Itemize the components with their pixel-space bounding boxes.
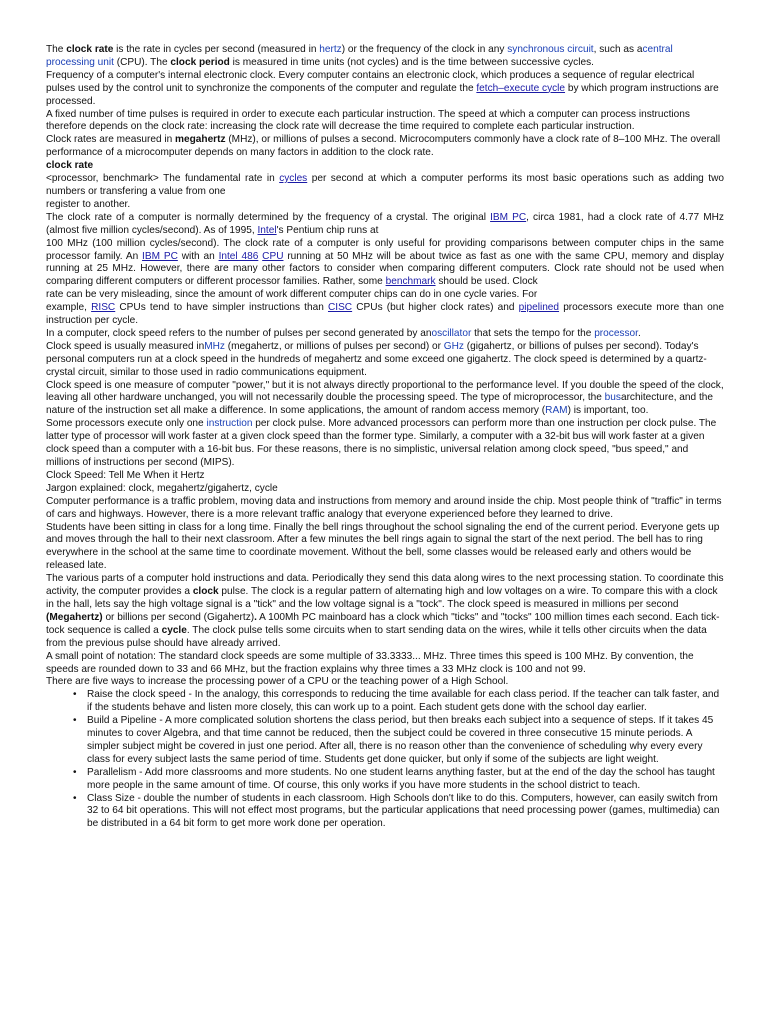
text: should be used. Clock — [435, 276, 538, 288]
bullet-icon: • — [73, 689, 77, 701]
text: . — [637, 327, 641, 339]
paragraph — [46, 238, 724, 290]
bold-term: megahertz — [175, 134, 226, 146]
paragraph — [46, 380, 724, 419]
text: processors execute more than one instruction per cycle. — [46, 302, 724, 327]
text: by which program instructions are processed. — [46, 82, 719, 107]
text: is measured in time units (not cycles) and is the time between successive cycles. — [229, 56, 594, 68]
text: that sets the tempo for the — [471, 327, 595, 339]
link-benchmark[interactable]: benchmark — [385, 276, 436, 288]
text: The various parts of a computer hold instructions and data. Periodically they send this data along wires to the next processing station. To coordinate this activity, the computer provides a — [46, 573, 724, 598]
article-subtitle: Jargon explained: clock, megahertz/gigahertz, cycle — [46, 482, 278, 494]
paragraph: Students have been sitting in class for a long time. Finally the bell rings throughout the school signaling the end of the current period. Everyone gets up and moves through the hall to their next classroom. After a few minutes the bell rings again to signal the start of the next period. The bell has to ring everywhere in the school at the same time to coordinate movement. Without the bell, some classes would be released early and others would be released late. — [46, 521, 720, 572]
bold-term: clock period — [170, 56, 230, 68]
link-ram[interactable]: RAM — [545, 405, 568, 417]
paragraph: rate can be very misleading, since the amount of work different computer chips can do in one cycle varies. For — [46, 289, 538, 301]
text: (MHz), or millions of pulses a second. Microcomputers commonly have a clock rate of 8–100 MHz. The overall performance of a microcomputer depends on many factors in addition to the clock rate. — [46, 134, 721, 159]
paragraph — [46, 573, 724, 650]
list-item-text: Parallelism - Add more classrooms and more students. No one student learns anything faster, but at the end of the day the school has taught more people in the same amount of time. Of course, this only works if you have more students in the school district to teach. — [87, 766, 715, 791]
paragraph — [46, 418, 724, 470]
list-item — [73, 766, 724, 793]
text: (CPU). The — [113, 56, 171, 68]
link-cisc[interactable]: CISC — [327, 302, 353, 314]
paragraph — [46, 173, 724, 199]
text: 100 MHz (100 million cycles/second). The clock rate of a computer is only useful for providing comparisons between computer chips in the same processor family. An — [46, 237, 724, 262]
link-intel[interactable]: Intel — [257, 224, 277, 236]
paragraph — [46, 212, 724, 238]
text: is the rate in cycles per second (measured in — [113, 44, 320, 55]
text: running at 50 MHz will be about twice as fast as one with the same CPU, memory and display running at 25 MHz. However, there are many other factors to consider when comparing different computers. Clock rate should not be used when comparing different computers or different processor families. Rather, some — [46, 250, 724, 288]
text: , such as a — [593, 44, 643, 55]
link-processor[interactable]: processor — [594, 327, 638, 339]
paragraph — [46, 341, 724, 380]
link-cycles[interactable]: cycles — [279, 173, 308, 185]
bullet-icon: • — [73, 792, 77, 804]
text: Clock speed is one measure of computer "power," but it is not always directly proportional to the performance level. If you double the speed of the clock, leaving all other hardware unchanged, you will not necessarily double the processing speed. The type of microprocessor, the — [46, 379, 724, 404]
list-item — [73, 689, 724, 715]
link-mhz[interactable]: MHz — [204, 340, 225, 352]
bullet-list — [46, 689, 724, 831]
bullet-icon: • — [73, 715, 77, 727]
article-title: Clock Speed: Tell Me When it Hertz — [46, 469, 205, 481]
link-bus[interactable]: bus — [604, 392, 621, 404]
text: Some processors execute only one — [46, 418, 207, 430]
text: . The clock pulse tells some circuits when to start sending data on the wires, while it tells other circuits when the data from the previous pulse should have already arrived. — [46, 624, 707, 649]
list-item — [73, 715, 724, 767]
text: , circa 1981, had a clock rate of 4.77 MHz (almost five million cycles/second). As of 1995, — [46, 211, 724, 236]
text: ) or the frequency of the clock in any — [341, 44, 508, 55]
list-item-text: Build a Pipeline - A more complicated solution shortens the class period, but then breaks each subject into a sequence of steps. If it takes 45 minutes to cover Algebra, and that time cannot be reduced, then the subject could be covered in three consecutive 15 minute periods. A simpler subject might be covered in just one period. After all, there is no reason other than the convenience of scheduling why every every class for every subject lasts the same period of time. Students get done quicker, but only if some of the subjects are light weight. — [87, 715, 714, 765]
paragraph — [46, 44, 724, 70]
list-item — [73, 792, 724, 832]
text: 's Pentium chip runs at — [276, 224, 379, 236]
paragraph: There are five ways to increase the processing power of a CPU or the teaching power of a High School. — [46, 676, 509, 688]
text: CPUs tend to have simpler instructions than — [115, 302, 328, 314]
list-item-text: Raise the clock speed - In the analogy, this corresponds to reducing the time available for each class period. If the teacher can talk faster, and if the students behave and listen more closely, this can work up to a point. Each student gets done with the school day earlier. — [87, 689, 720, 714]
paragraph — [46, 134, 724, 160]
text: ) is important, too. — [567, 405, 649, 417]
text: <processor, benchmark> The fundamental rate in — [46, 173, 280, 185]
text: Clock rates are measured in — [46, 134, 176, 146]
text: In a computer, clock speed refers to the number of pulses per second generated by an — [46, 327, 432, 339]
bold-term: clock — [192, 586, 219, 598]
text: Clock speed is usually measured in — [46, 340, 205, 352]
document-body — [46, 44, 724, 831]
bold-term: clock rate — [66, 44, 114, 55]
bold-term: cycle — [161, 624, 187, 636]
text: The — [46, 44, 67, 55]
text: architecture, and the nature of the instruction set all make a difference. In some applications, the amount of random access memory ( — [46, 392, 713, 417]
text: CPUs (but higher clock rates) and — [352, 302, 519, 314]
paragraph — [46, 70, 724, 109]
link-ibm-pc[interactable]: IBM PC — [142, 250, 178, 262]
bold-term: . — [254, 611, 257, 623]
link-risc[interactable]: RISC — [91, 302, 116, 314]
text: per clock pulse. More advanced processors can perform more than one instruction per clock pulse. The latter type of processor will work faster at a given clock speed than the former type. Similarly, a computer with a 32-bit bus will work faster at a given clock speed than a computer with a 16-bit bus. For these reasons, there is no simplistic, universal relation among clock speed, "bus speed," and millions of instructions per second (MIPS). — [46, 418, 717, 468]
link-hertz[interactable]: hertz — [319, 44, 342, 55]
text: or billions per second (Gigahertz) — [102, 611, 255, 623]
link-central-processing-unit[interactable]: central processing unit — [46, 44, 673, 68]
text: (gigahertz, or billions of pulses per second). Today's personal computers run at a clock speed in the hundreds of megahertz and some exceed one gigahertz. The clock speed is determined by a quartz-crystal circuit, similar to those used in radio communications equipment. — [46, 340, 707, 378]
bold-term: (Megahertz) — [46, 611, 103, 623]
paragraph — [46, 328, 724, 341]
paragraph: register to another. — [46, 198, 131, 210]
link-cpu[interactable]: CPU — [262, 250, 284, 262]
paragraph: A fixed number of time pulses is required in order to execute each particular instruction. The speed at which a computer can process instructions therefore depends on the clock rate: increasing the clock rate will decrease the time required to complete each particular instruction. — [46, 108, 690, 133]
link-ghz[interactable]: GHz — [443, 340, 464, 352]
text: pulse. The clock is a regular pattern of alternating high and low voltages on a wire. To compare this with a clock in the hall, lets say the high voltage signal is a "tick" and the low voltage signal is a "tock". The clock speed is measured in millions per second — [46, 586, 718, 610]
text: per second at which a computer performs its most basic operations such as adding two numbers or transfering a value from one — [46, 173, 724, 197]
link-synchronous-circuit[interactable]: synchronous circuit — [507, 44, 594, 55]
link-instruction[interactable]: instruction — [206, 418, 253, 430]
section-heading — [46, 160, 724, 173]
text: (megahertz, or millions of pulses per second) or — [224, 340, 444, 352]
paragraph: Computer performance is a traffic problem, moving data and instructions from memory and around inside the chip. Most people think of "traffic" in terms of cars and highways. However, there is a more relevant traffic analogy that everyone experienced before they learned to drive. — [46, 495, 722, 520]
link-pipelined[interactable]: pipelined — [518, 302, 560, 314]
bullet-icon: • — [73, 766, 77, 778]
text: with an — [177, 250, 219, 262]
text: example, — [46, 302, 92, 314]
link-fetch-execute-cycle[interactable]: fetch–execute cycle — [476, 82, 566, 94]
paragraph — [46, 302, 724, 328]
paragraph: A small point of notation: The standard clock speeds are some multiple of 33.3333... MHz. Three times this speed is 100 MHz. By convention, the speeds are rounded down to 33 and 66 MHz, but the fraction explains why three times a 33 MHz clock is 100 and not 99. — [46, 650, 694, 675]
text: A 100Mh PC mainboard has a clock which "ticks" and "tocks" 100 million times each second. Each tick-tock sequence is called a — [46, 611, 720, 636]
link-ibm-pc[interactable]: IBM PC — [490, 211, 527, 223]
link-intel-486[interactable]: Intel 486 — [218, 250, 259, 262]
text: Frequency of a computer's internal electronic clock. Every computer contains an electronic clock, which produces a sequence of regular electrical pulses used by the control unit to synchronize the components of the computer and regulate the — [46, 69, 695, 94]
link-oscillator[interactable]: oscillator — [431, 327, 472, 339]
list-item-text: Class Size - double the number of students in each classroom. High Schools don't like to do this. Computers, however, can easily switch from 32 to 64 bit operations. This will not effect most programs, but the particular applications that need processing power (games, multimedia) can be distributed in a 64 bit form to get more work done per operation. — [87, 792, 720, 830]
text: The clock rate of a computer is normally determined by the frequency of a crystal. The original — [46, 211, 491, 223]
heading-text: clock rate — [46, 160, 94, 172]
